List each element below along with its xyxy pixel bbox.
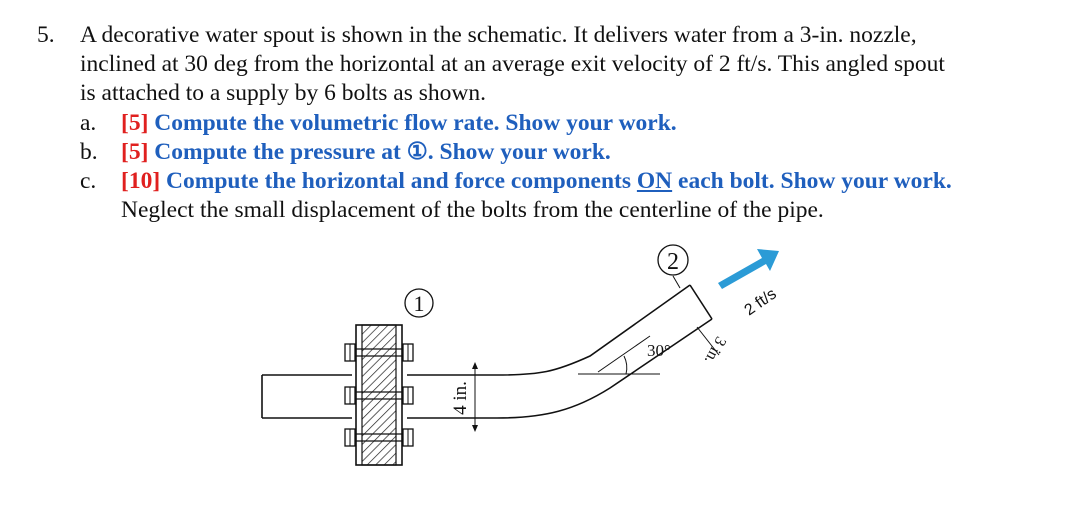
- part-b-task-before: Compute the pressure at: [154, 139, 407, 165]
- station-2-label: 2: [667, 249, 679, 275]
- station-2-marker: [658, 245, 688, 288]
- part-c-task-before: Compute the horizontal and force components: [166, 168, 637, 194]
- angled-spout: [497, 285, 712, 418]
- station-1-marker: [405, 289, 433, 317]
- part-c-letter: c.: [80, 168, 97, 194]
- bolted-flange: [356, 325, 402, 465]
- part-a-letter: a.: [80, 110, 97, 136]
- nozzle-diameter-label: 3 in.: [700, 333, 730, 367]
- pipe-diameter-label: 4 in.: [450, 381, 471, 415]
- neglect-note: Neglect the small displacement of the bolts from the centerline of the pipe.: [121, 197, 824, 223]
- part-b-station-symbol: ①: [406, 139, 428, 165]
- stem-line-3: is attached to a supply by 6 bolts as shown.: [80, 80, 486, 106]
- part-c-task-after: each bolt. Show your work.: [672, 168, 952, 194]
- part-b-letter: b.: [80, 139, 98, 165]
- stem-line-2: inclined at 30 deg from the horizontal at an average exit velocity of 2 ft/s. This angled spout: [80, 51, 945, 77]
- stem-line-1: A decorative water spout is shown in the schematic. It delivers water from a 3-in. nozzle,: [80, 22, 917, 48]
- velocity-label: 2 ft/s: [741, 285, 780, 320]
- station-1-label: 1: [413, 291, 425, 316]
- part-c-emphasis: ON: [636, 168, 673, 194]
- part-a-task: Compute the volumetric flow rate. Show your work.: [154, 110, 677, 136]
- part-b-points: [5]: [121, 139, 149, 165]
- part-b-task-after: . Show your work.: [427, 139, 611, 165]
- pipe-diameter-dimension: [450, 362, 478, 432]
- part-a-points: [5]: [121, 110, 149, 136]
- problem-number: 5.: [37, 22, 55, 48]
- angle-label: 30°: [647, 341, 671, 360]
- part-c-points: [10]: [121, 168, 161, 194]
- velocity-arrow: [718, 249, 779, 289]
- nozzle-diameter-dimension: [697, 327, 729, 367]
